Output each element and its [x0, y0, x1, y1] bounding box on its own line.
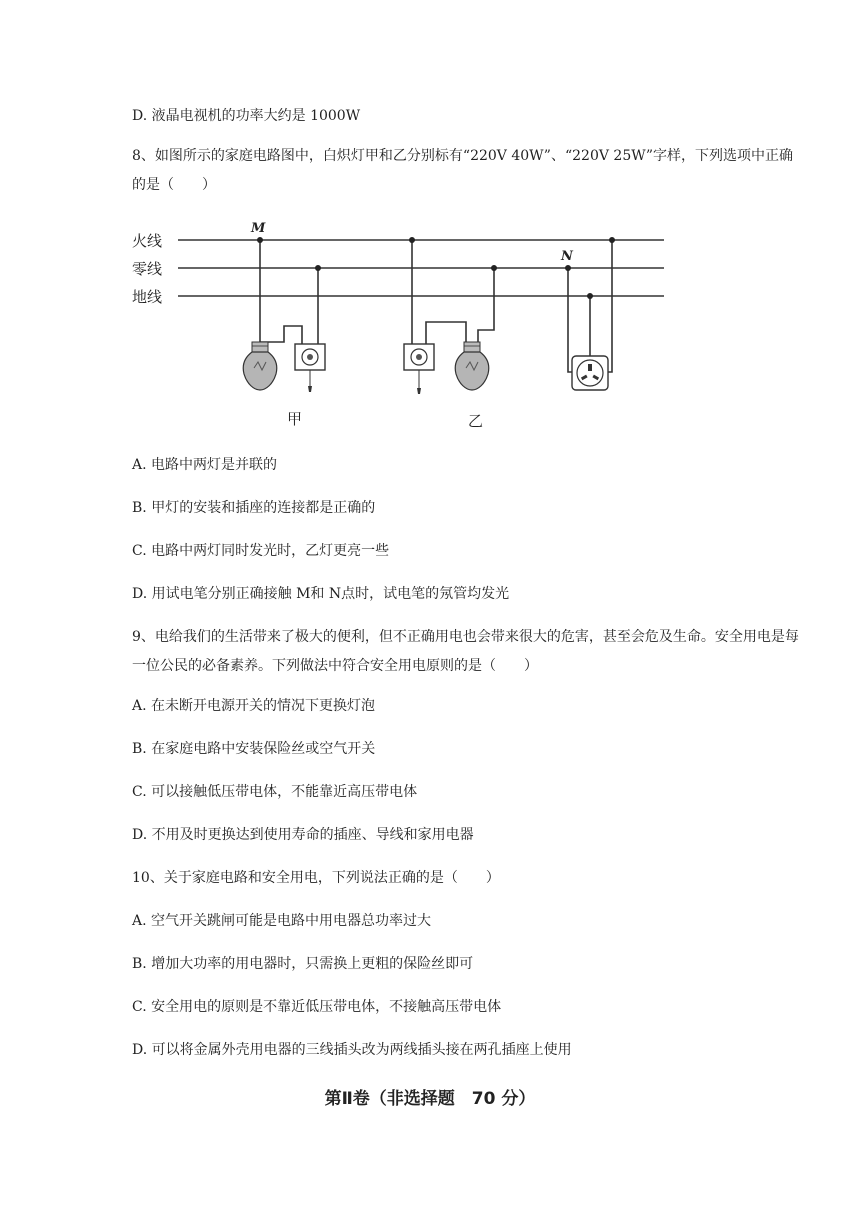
socket-live-branch [606, 240, 612, 372]
q10-option-a: A. 空气开关跳闸可能是电路中用电器总功率过大 [132, 913, 432, 929]
lamp-b-neutral-branch [478, 268, 494, 342]
q10-option-b: B. 增加大功率的用电器时，只需换上更粗的保险丝即可 [132, 956, 474, 972]
q8-option-c: C. 电路中两灯同时发光时，乙灯更亮一些 [132, 543, 390, 559]
switch-a-icon [295, 344, 325, 392]
lamp-a-label: 甲 [287, 410, 303, 428]
junction-dot [315, 265, 321, 271]
junction-m [257, 237, 263, 243]
q10-option-d: D. 可以将金属外壳用电器的三线插头改为两线插头接在两孔插座上使用 [132, 1042, 572, 1058]
section-title: 第Ⅱ卷（非选择题 70 分） [324, 1089, 536, 1109]
q8-option-b: B. 甲灯的安装和插座的连接都是正确的 [132, 500, 376, 516]
q8-option-d: D. 用试电笔分别正确接触 M和 N点时，试电笔的氖管均发光 [132, 586, 510, 602]
socket-icon [572, 356, 608, 390]
circuit-diagram [0, 0, 860, 440]
q10-option-c: C. 安全用电的原则是不靠近低压带电体，不接触高压带电体 [132, 999, 502, 1015]
ground-wire-label: 地线 [132, 288, 163, 306]
switch-b-icon [404, 344, 434, 394]
q9-option-c: C. 可以接触低压带电体，不能靠近高压带电体 [132, 784, 418, 800]
q8-option-a: A. 电路中两灯是并联的 [132, 457, 278, 473]
lamp-a-jumper [260, 326, 302, 344]
lamp-b-jumper [426, 322, 466, 344]
lamp-b-label: 乙 [468, 412, 484, 430]
point-m-label: M [251, 221, 266, 236]
q9-option-b: B. 在家庭电路中安装保险丝或空气开关 [132, 741, 376, 757]
junction-dot [609, 237, 615, 243]
q9-stem: 9、电给我们的生活带来了极大的便利，但不正确用电也会带来很大的危害，甚至会危及生命。安全用电是每一位公民的必备素养。下列做法中符合安全用电原则的是（ ） [132, 629, 799, 674]
junction-dot [409, 237, 415, 243]
lamp-a-bulb-icon [243, 342, 276, 390]
neutral-wire-label: 零线 [132, 260, 163, 278]
q10-stem: 10、关于家庭电路和安全用电，下列说法正确的是（ ） [132, 870, 500, 886]
q8-stem: 8、如图所示的家庭电路图中，白炽灯甲和乙分别标有“220V 40W”、“220V 25W”字样，下列选项中正确的是（ ） [132, 148, 794, 193]
q7-option-d: D. 液晶电视机的功率大约是 1000W [132, 108, 361, 124]
lamp-b-bulb-icon [455, 342, 488, 390]
junction-dot [587, 293, 593, 299]
q9-option-a: A. 在未断开电源开关的情况下更换灯泡 [132, 698, 376, 714]
junction-n [565, 265, 571, 271]
junction-dot [491, 265, 497, 271]
q9-option-d: D. 不用及时更换达到使用寿命的插座、导线和家用电器 [132, 827, 474, 843]
live-wire-label: 火线 [132, 232, 163, 250]
point-n-label: N [561, 249, 573, 264]
